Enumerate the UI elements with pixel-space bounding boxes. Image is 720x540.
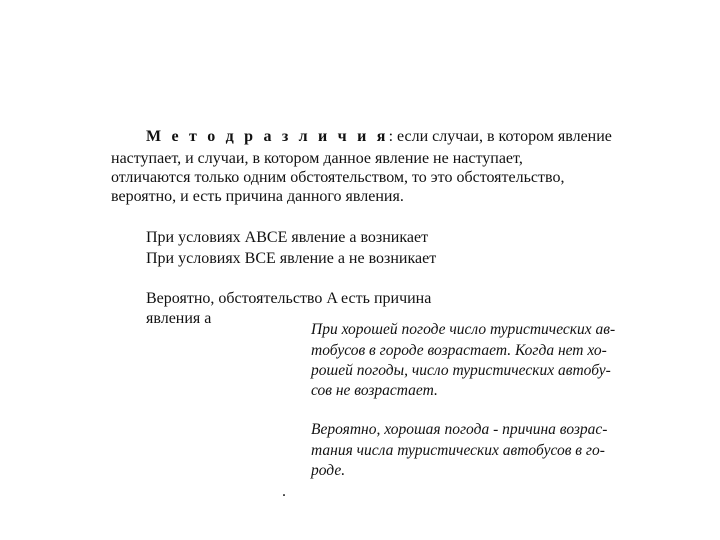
stray-dot-mark: . xyxy=(282,483,286,500)
definition-line-3: отличаются только одним обстоятельством, то это обстоятельство, xyxy=(111,169,565,186)
definition-line-1 xyxy=(146,127,612,147)
example-line-4: сов не возрастает. xyxy=(311,382,438,399)
conclusion-line-1: Вероятно, обстоятельство A есть причина xyxy=(146,290,432,307)
term-colon: : xyxy=(388,128,394,145)
example-line-5: Вероятно, хорошая погода - причина возрас- xyxy=(311,421,608,438)
definition-text-1: если случаи, в котором явление xyxy=(393,128,612,145)
condition-line-2: При условиях BCE явление a не возникает xyxy=(146,250,437,267)
example-line-2: тобусов в городе возрастает. Когда нет хо- xyxy=(311,342,607,359)
example-line-1: При хорошей погоде число туристических ав- xyxy=(311,321,616,338)
definition-line-4: вероятно, и есть причина данного явления. xyxy=(111,188,404,205)
example-line-7: роде. xyxy=(311,462,346,479)
example-line-3: рошей погоды, число туристических автобу- xyxy=(311,362,611,379)
condition-line-1: При условиях ABCE явление a возникает xyxy=(146,229,429,246)
method-term: М е т о д р а з л и ч и я xyxy=(146,128,389,145)
conclusion-line-2: явления a xyxy=(146,310,212,327)
definition-line-2: наступает, и случаи, в котором данное явление не наступает, xyxy=(111,150,523,167)
example-line-6: тания числа туристических автобусов в го- xyxy=(311,442,605,459)
